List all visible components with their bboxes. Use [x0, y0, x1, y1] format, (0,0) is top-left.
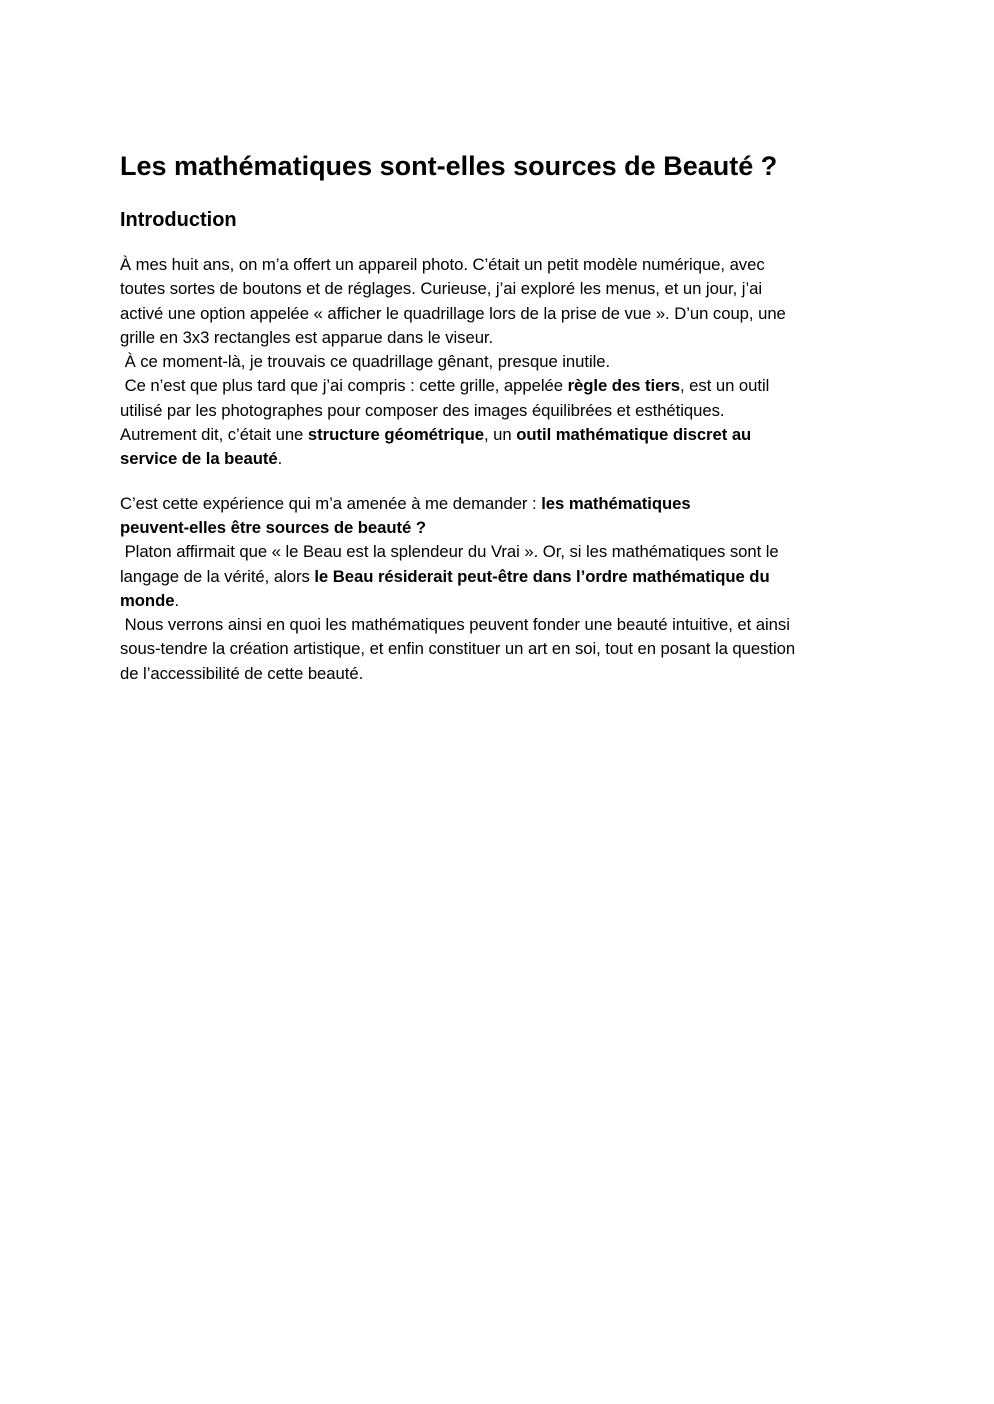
text-run: . Nous verrons ainsi en quoi les mathématiques peuvent fonder une beauté intuitive, et ainsi sous-tendre la création artistique, et enfin constituer un art en soi, tout en posant la question de l’accessibilité de cette beauté.	[120, 590, 796, 683]
bold-run: règle des tiers	[567, 376, 680, 396]
page-title: Les mathématiques sont-elles sources de Beauté ?	[120, 151, 778, 181]
text-run: , est un outil utilisé par les photographes pour composer des images équilibrées et esthétiques. Autrement dit, c’était une	[120, 376, 770, 445]
bold-run: structure géométrique	[307, 425, 484, 445]
text-run: C’est cette expérience qui m’a amenée à me demander :	[120, 493, 542, 513]
bold-run: outil mathématique discret au service de la beauté	[120, 425, 752, 469]
document-body	[120, 148, 872, 686]
text-run: .	[277, 449, 283, 469]
paragraph-intro-2	[120, 492, 872, 686]
bold-run: le Beau résiderait peut-être dans l’ordre mathématique du monde	[120, 566, 770, 610]
text-run: À mes huit ans, on m’a offert un appareil photo. C’était un petit modèle numérique, avec toutes sortes de boutons et de réglages. Curieuse, j’ai exploré les menus, et un jour, j’ai activé une option appelée « afficher le quadrillage lors de la prise de vue ». D’un coup, une grille en 3x3 rectangles est apparue dans le viseur. À ce moment-là, je trouvais ce quadrillage gênant, presque inutile. Ce n’est que plus tard que j’ai compris : cette grille, appelée	[120, 255, 786, 396]
section-heading: Introduction	[120, 209, 237, 231]
paragraph-intro-1	[120, 253, 872, 472]
text-run: Platon affirmait que « le Beau est la splendeur du Vrai ». Or, si les mathématiques sont le langage de la vérité, alors	[120, 542, 779, 586]
bold-run: les mathématiques peuvent-elles être sources de beauté ?	[120, 493, 691, 537]
text-run: , un	[483, 425, 517, 445]
